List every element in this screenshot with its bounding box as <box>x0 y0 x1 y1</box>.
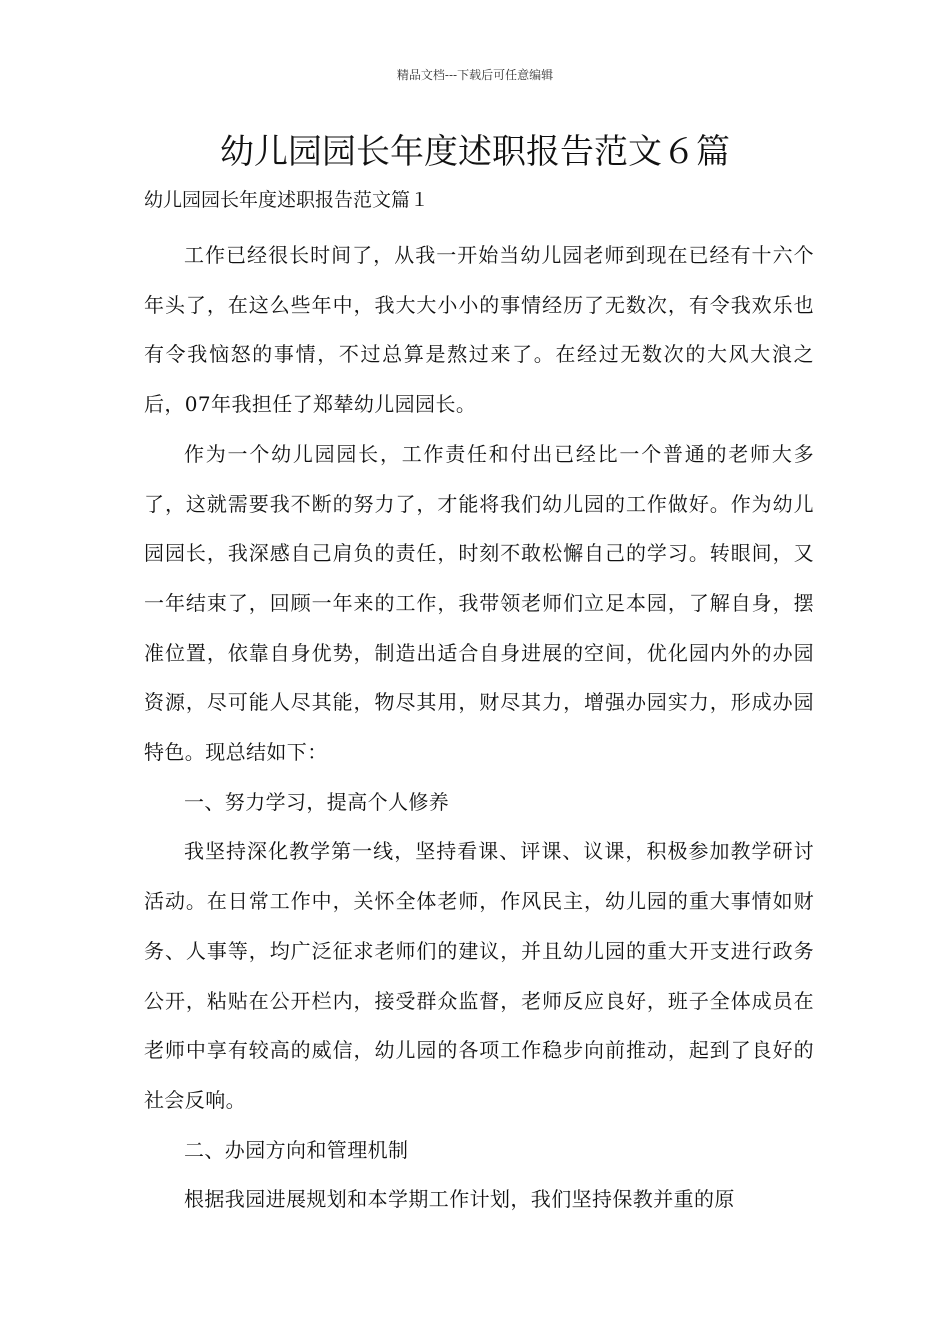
paragraph: 我坚持深化教学第一线，坚持看课、评课、议课，积极参加教学研讨活动。在日常工作中，关怀全体老师，作风民主，幼儿园的重大事情如财务、人事等，均广泛征求老师们的建议，并且幼儿园的重大开支进行政务公开，粘贴在公开栏内，接受群众监督，老师反应良好，班子全体成员在老师中享有较高的威信，幼儿园的各项工作稳步向前推动，起到了良好的社会反响。 <box>144 839 814 1112</box>
section-subtitle: 幼儿园园长年度述职报告范文篇１ <box>144 189 430 211</box>
document-body <box>144 231 814 1225</box>
section-heading: 二、办园方向和管理机制 <box>184 1137 409 1162</box>
paragraph: 根据我园进展规划和本学期工作计划，我们坚持保教并重的原 <box>184 1187 735 1212</box>
paragraph: 作为一个幼儿园园长，工作责任和付出已经比一个普通的老师大多了，这就需要我不断的努力了，才能将我们幼儿园的工作做好。作为幼儿园园长，我深感自己肩负的责任，时刻不敢松懈自己的学习。转眼间，又一年结束了，回顾一年来的工作，我带领老师们立足本园，了解自身，摆准位置，依靠自身优势，制造出适合自身进展的空间，优化园内外的办园资源，尽可能人尽其能，物尽其用，财尽其力，增强办园实力，形成办园特色。现总结如下： <box>144 441 814 765</box>
document-title: 幼儿园园长年度述职报告范文６篇 <box>220 132 730 172</box>
paragraph: 工作已经很长时间了，从我一开始当幼儿园老师到现在已经有十六个年头了，在这么些年中，我大大小小的事情经历了无数次，有令我欢乐也有令我恼怒的事情，不过总算是熬过来了。在经过无数次的大风大浪之后，07年我担任了郑辇幼儿园园长。 <box>144 243 814 417</box>
page-header-note: 精品文档---下载后可任意编辑 <box>396 68 554 82</box>
section-heading: 一、努力学习，提高个人修养 <box>184 789 450 814</box>
